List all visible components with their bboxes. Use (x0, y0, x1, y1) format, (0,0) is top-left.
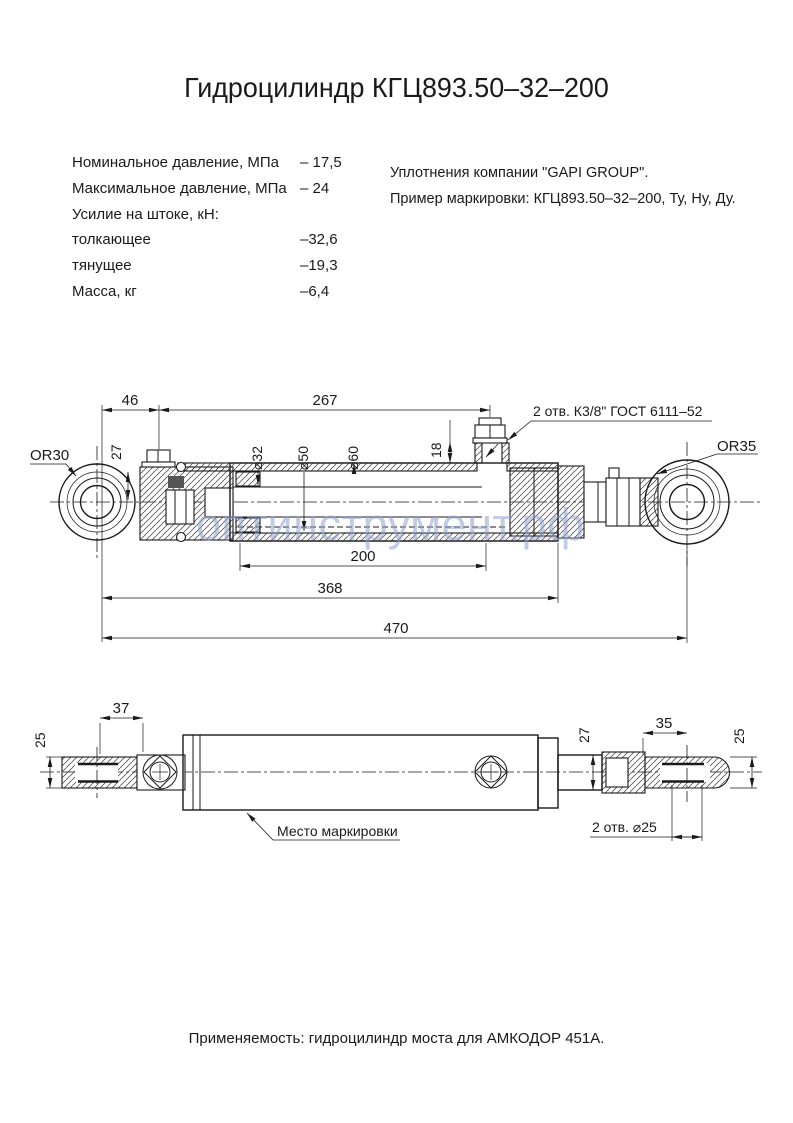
gland-assembly (140, 467, 233, 540)
or30-label: OR30 (30, 447, 70, 464)
dim-27-label: 27 (108, 444, 124, 460)
dim-470-label: 470 (383, 620, 409, 637)
dim-46-label: 46 (121, 392, 139, 409)
spec-label: тянущее (72, 257, 132, 275)
dims-bottom (102, 543, 687, 643)
notes-block (390, 160, 750, 212)
or35-leader (657, 454, 758, 474)
spec-row (72, 231, 362, 257)
dim-18-label: 18 (428, 442, 444, 458)
or35-label: OR35 (717, 438, 757, 455)
eye-left-section (62, 747, 137, 798)
application-note: Применяемость: гидроцилиндр моста для АМКОДОР 451А. (188, 1030, 605, 1047)
spec-label: Усилие на штоке, кН: (72, 205, 219, 223)
page-title: Гидроцилиндр КГЦ893.50–32–200 (184, 72, 609, 103)
note-seals: Уплотнения компании "GAPI GROUP". (390, 165, 649, 181)
spec-row (72, 154, 362, 180)
rod-end-right (558, 466, 658, 538)
dim-37-label: 37 (112, 700, 130, 717)
rod-side (538, 738, 730, 808)
dim-27-side-label: 27 (576, 727, 592, 743)
spec-label: Максимальное давление, МПа (72, 179, 287, 197)
watermark: оптинструмент.рф (196, 499, 585, 550)
spec-value: –32,6 (300, 231, 338, 249)
spec-label: Масса, кг (72, 282, 137, 300)
cylinder-body (183, 735, 538, 810)
dia-60-label: ⌀60 (345, 445, 361, 470)
spec-row (72, 180, 362, 206)
dim-35-label: 35 (655, 715, 673, 732)
port-fitting-left (142, 450, 175, 467)
spec-label: Номинальное давление, МПа (72, 154, 279, 171)
spec-row (72, 206, 362, 232)
spec-value: – 17,5 (300, 154, 342, 171)
dim-25-left-label: 25 (32, 732, 48, 748)
dim-267-label: 267 (312, 392, 338, 409)
port-note-label: 2 отв. К3/8" ГОСТ 6111–52 (533, 403, 703, 419)
spec-label: толкающее (72, 231, 151, 249)
dim-368-label: 368 (317, 580, 343, 597)
port-fitting-right (473, 418, 509, 463)
dia-50-label: ⌀50 (295, 445, 311, 470)
dia-32-label: ⌀32 (249, 445, 265, 470)
marking-callout (247, 813, 400, 840)
dim-200-label: 200 (350, 548, 376, 565)
marking-note-label: Место маркировки (277, 823, 398, 839)
spec-table (72, 154, 362, 309)
spec-value: – 24 (300, 179, 330, 197)
dim-25-right-label: 25 (731, 728, 747, 744)
clevis-boss (137, 755, 185, 790)
note-marking-example: Пример маркировки: КГЦ893.50–32–200, Ту, Ну, Ду. (390, 191, 736, 207)
holes-note-label: 2 отв. ⌀25 (592, 819, 657, 835)
spec-value: –6,4 (300, 282, 330, 300)
spec-value: –19,3 (300, 257, 338, 275)
or30-leader (30, 464, 76, 476)
main-drawing (0, 380, 793, 680)
side-drawing (0, 690, 793, 870)
spec-row (72, 257, 362, 283)
spec-row (72, 283, 362, 309)
